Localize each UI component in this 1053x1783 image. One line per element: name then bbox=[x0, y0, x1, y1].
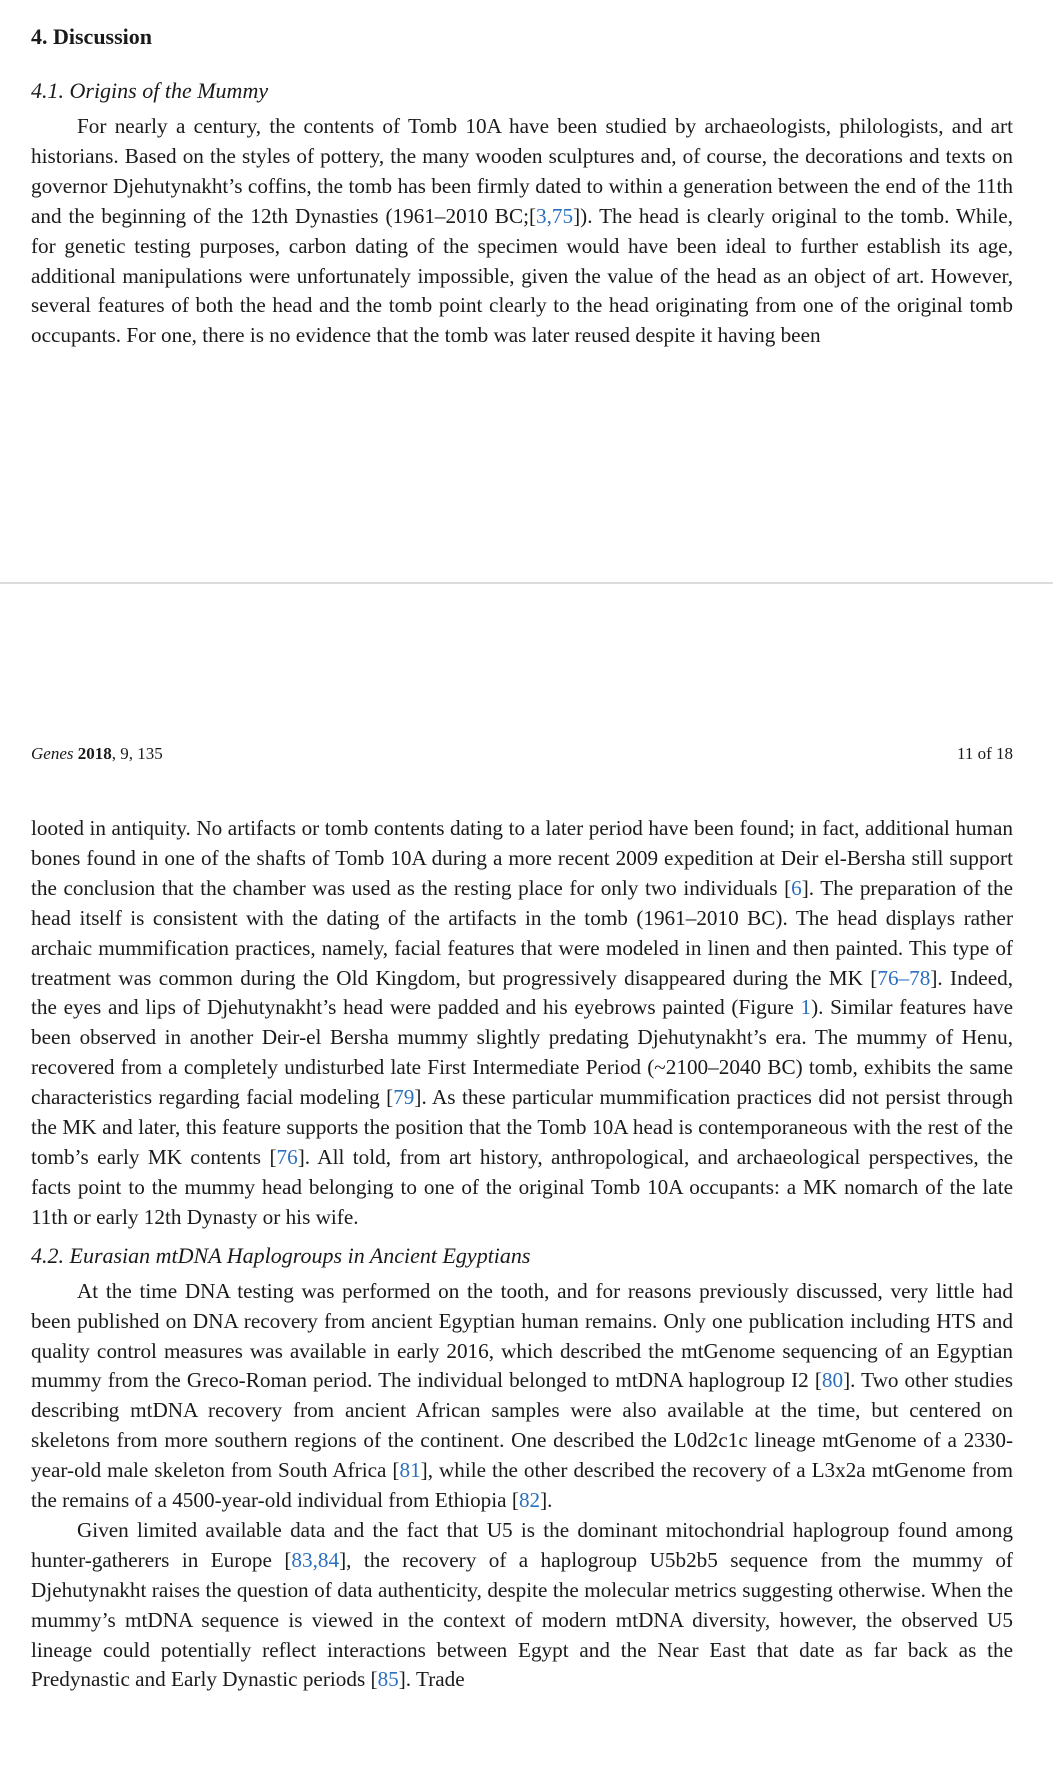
page-top bbox=[0, 0, 1053, 582]
subsection-heading-origins: 4.1. Origins of the Mummy bbox=[31, 78, 269, 103]
page-body bbox=[31, 814, 1013, 1695]
citation-link[interactable]: 76 bbox=[276, 1144, 298, 1169]
citation-link[interactable]: 6 bbox=[791, 875, 802, 900]
running-header-journal: Genes 2018, 9, 135 bbox=[31, 744, 163, 763]
citation-link[interactable]: 76–78 bbox=[877, 965, 931, 990]
citation-link[interactable]: 80 bbox=[821, 1368, 844, 1393]
citation-link[interactable]: 81 bbox=[399, 1458, 421, 1483]
paragraph-eurasian-2: Given limited available data and the fact that U5 is the dominant mitochondrial haplogroup found among hunter-gatherers in Europe [83,84], the recovery of a haplogroup U5b2b5 sequence from the mummy of Djehutynakht raises the question of data authenticity, despite the molecular metrics suggesting otherwise. When the mummy’s mtDNA sequence is viewed in the context of modern mtDNA diversity, however, the observed U5 lineage could potentially reflect interactions between Egypt and the Near East that date as far back as the Predynastic and Early Dynastic periods [85]. Trade bbox=[31, 1517, 1013, 1692]
section-heading-discussion: 4. Discussion bbox=[31, 24, 153, 49]
citation-link[interactable]: 79 bbox=[393, 1085, 415, 1110]
section-4-1 bbox=[31, 76, 1013, 351]
citation-link[interactable]: 82 bbox=[518, 1488, 541, 1513]
paragraph-origins-2: looted in antiquity. No artifacts or tomb contents dating to a later period have been found; in fact, additional human bones found in one of the shafts of Tomb 10A during a more recent 2009 expedition at Deir el-Bersha still support the conclusion that the chamber was used as the resting place for only two individuals [6]. The preparation of the head itself is consistent with the dating of the artifacts in the tomb (1961–2010 BC). The head displays rather archaic mummification practices, namely, facial features that were modeled in linen and then painted. This type of treatment was common during the Old Kingdom, but progressively disappeared during the MK [76–78]. Indeed, the eyes and lips of Djehutynakht’s head were padded and his eyebrows painted (Figure 1). Similar features have been observed in another Deir-el Bersha mummy slightly predating Djehutynakht’s era. The mummy of Henu, recovered from a completely undisturbed late First Intermediate Period (~2100–2040 BC) tomb, exhibits the same characteristics regarding facial modeling [79]. As these particular mummification practices did not persist through the MK and later, this feature supports the position that the Tomb 10A head is contemporaneous with the rest of the tomb’s early MK contents [76]. All told, from art history, anthropological, and archaeological perspectives, the facts point to the mummy head belonging to one of the original Tomb 10A occupants: a MK nomarch of the late 11th or early 12th Dynasty or his wife. bbox=[31, 816, 1014, 1229]
citation-link[interactable]: 83,84 bbox=[291, 1547, 340, 1572]
subsection-heading-eurasian: 4.2. Eurasian mtDNA Haplogroups in Ancient Egyptians bbox=[31, 1242, 531, 1268]
paragraph-eurasian-1: At the time DNA testing was performed on the tooth, and for reasons previously discussed, very little had been published on DNA recovery from ancient Egyptian human remains. Only one publication including HTS and quality control measures was available in early 2016, which described the mtGenome sequencing of an Egyptian mummy from the Greco-Roman period. The individual belonged to mtDNA haplogroup I2 [80]. Two other studies describing mtDNA recovery from ancient African samples were also available at the time, but centered on skeletons from more southern regions of the continent. One described the L0d2c1c lineage mtGenome of a 2330-year-old male skeleton from South Africa [81], while the other described the recovery of a L3x2a mtGenome from the remains of a 4500-year-old individual from Ethiopia [82]. bbox=[31, 1278, 1014, 1513]
citation-link[interactable]: 85 bbox=[377, 1667, 399, 1692]
figure-link[interactable]: 1 bbox=[800, 995, 812, 1020]
page-bottom bbox=[0, 584, 1053, 1783]
running-header-page-number: 11 of 18 bbox=[956, 744, 1013, 763]
paragraph-origins-1: For nearly a century, the contents of Tomb 10A have been studied by archaeologists, philologists, and art historians. Based on the styles of pottery, the many wooden sculptures and, of course, the decorations and texts on governor Djehutynakht’s coffins, the tomb has been firmly dated to within a generation between the end of the 11th and the beginning of the 12th Dynasties (1961–2010 BC;[3,75]). The head is clearly original to the tomb. While, for genetic testing purposes, carbon dating of the specimen would have been ideal to further establish its age, additional manipulations were unfortunately impossible, given the value of the head as an object of art. However, several features of both the head and the tomb point clearly to the head originating from one of the original tomb occupants. For one, there is no evidence that the tomb was later reused despite it having been bbox=[31, 114, 1013, 348]
citation-link[interactable]: 3,75 bbox=[536, 203, 574, 228]
